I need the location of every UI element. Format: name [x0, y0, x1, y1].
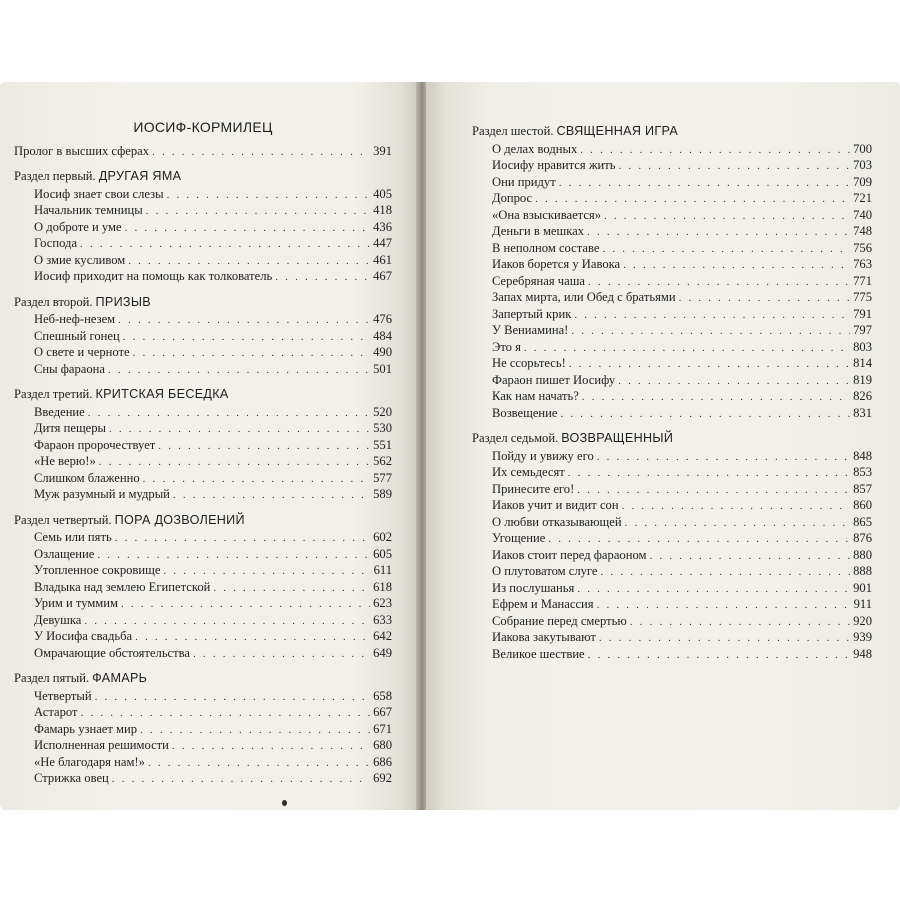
section-heading: [14, 295, 392, 311]
section-heading: [14, 671, 392, 687]
toc-entry: [492, 482, 872, 499]
dot-leader: [535, 192, 850, 208]
toc-section: [14, 671, 392, 788]
toc-entry-title: Они придут: [492, 174, 556, 189]
toc-entry: [492, 564, 872, 581]
section-heading: [14, 387, 392, 403]
toc-entry-page: 901: [853, 580, 872, 595]
book-spread: [0, 82, 900, 822]
toc-entry: [492, 465, 872, 482]
toc-entry-page: 391: [373, 143, 392, 158]
toc-entry-page: 860: [853, 498, 872, 512]
toc-entry-page: 948: [853, 646, 872, 661]
dot-leader: [602, 242, 850, 258]
toc-section: [14, 295, 392, 379]
toc-entry-title: У Вениамина!: [492, 323, 569, 337]
toc-entry-title: Угощение: [492, 531, 546, 545]
toc-entry-title: Озлащение: [34, 546, 95, 561]
dot-leader: [524, 341, 850, 357]
dot-leader: [574, 308, 850, 324]
toc-entry-title: Иаков борется у Иавока: [492, 257, 621, 271]
toc-entry-page: 671: [373, 721, 392, 736]
toc-entry-page: 831: [853, 405, 872, 420]
dot-leader: [588, 275, 850, 291]
section-heading: [14, 513, 392, 529]
dot-leader: [588, 648, 850, 664]
toc-entry-title: О плутоватом слуге: [492, 564, 598, 578]
toc-entry: [34, 629, 392, 646]
section-name: ДРУГАЯ ЯМА: [98, 169, 182, 183]
left-toc: [14, 120, 392, 788]
dot-leader: [115, 531, 370, 547]
dot-leader: [80, 237, 370, 253]
toc-section: [472, 124, 872, 422]
toc-entry-page: 605: [373, 546, 392, 561]
toc-entry: [34, 203, 392, 220]
toc-entry: [34, 421, 392, 438]
toc-entry: [492, 340, 872, 357]
toc-entry-title: Их семьдесят: [492, 465, 565, 479]
toc-section: [14, 513, 392, 663]
toc-entry: [492, 257, 872, 274]
dot-leader: [597, 450, 850, 466]
toc-entry-title: Сны фараона: [34, 361, 106, 376]
section-heading: [472, 124, 872, 140]
section-heading: [472, 431, 872, 447]
toc-entry-page: 501: [373, 361, 392, 376]
toc-entry-page: 484: [373, 328, 392, 343]
toc-entry-page: 562: [373, 454, 392, 468]
dot-leader: [548, 532, 850, 548]
toc-entry-page: 589: [373, 487, 392, 501]
section-name: ПРИЗЫВ: [95, 294, 151, 309]
toc-entry: [492, 389, 872, 406]
dot-leader: [193, 647, 370, 663]
toc-entry-title: Возвещение: [492, 405, 558, 420]
toc-section: [14, 169, 392, 286]
toc-entry-title: О делах водных: [492, 141, 578, 156]
section-name: СВЯЩЕННАЯ ИГРА: [556, 124, 679, 138]
toc-entry-page: 939: [853, 630, 872, 644]
toc-entry-title: Принесите его!: [492, 481, 575, 496]
toc-entry: [34, 269, 392, 286]
toc-entry-title: «Не верю!»: [34, 454, 96, 468]
toc-entry-title: Пролог в высших сферах: [14, 143, 150, 158]
section-label: Раздел пятый.: [14, 671, 90, 685]
toc-entry-page: 476: [373, 312, 392, 326]
toc-entry-page: 658: [373, 688, 392, 703]
toc-entry-title: Собрание перед смертью: [492, 613, 627, 628]
section-name: ВОЗВРАЩЕННЫЙ: [561, 431, 674, 445]
toc-entry-title: Допрос: [492, 191, 533, 205]
section-label: Раздел шестой.: [472, 124, 554, 138]
section-name: ФАМАРЬ: [92, 671, 148, 685]
toc-entry-page: 623: [373, 596, 392, 610]
toc-entry: [34, 722, 392, 739]
toc-entry: [34, 738, 392, 755]
toc-entry-title: О доброте и уме: [34, 219, 122, 234]
toc-entry-page: 602: [373, 530, 392, 544]
toc-entry-title: Не ссорьтесь!: [492, 356, 566, 370]
toc-entry-title: Иаков учит и видит сон: [492, 498, 619, 512]
toc-entry-page: 748: [853, 224, 872, 238]
toc-entry: [492, 290, 872, 307]
toc-entry: [34, 547, 392, 564]
toc-entry-title: У Иосифа свадьба: [34, 629, 133, 643]
dot-leader: [582, 390, 850, 406]
toc-entry: [492, 449, 872, 466]
dot-leader: [84, 614, 370, 630]
toc-entry: [34, 580, 392, 597]
dot-leader: [167, 188, 371, 204]
toc-entry-title: О свете и черноте: [34, 345, 130, 359]
toc-entry: [34, 438, 392, 455]
dot-leader: [108, 363, 370, 379]
dot-leader: [125, 221, 371, 237]
left-sections: [14, 169, 392, 788]
toc-entry-page: 876: [853, 531, 872, 545]
toc-entry-title: Слишком блаженно: [34, 470, 140, 485]
dot-leader: [109, 422, 370, 438]
toc-entry-title: Иаков стоит перед фараоном: [492, 547, 647, 562]
toc-entry-title: «Она взыскивается»: [492, 207, 601, 222]
dot-leader: [619, 159, 851, 175]
toc-entry: [492, 581, 872, 598]
dot-leader: [118, 313, 370, 329]
toc-entry: [34, 689, 392, 706]
dot-leader: [569, 357, 850, 373]
section-label: Раздел четвертый.: [14, 512, 112, 527]
toc-entry-page: 633: [373, 612, 392, 627]
dot-leader: [559, 176, 850, 192]
dot-leader: [625, 516, 851, 532]
toc-entry: [492, 241, 872, 258]
toc-entry-title: «Не благодаря нам!»: [34, 754, 145, 769]
dot-leader: [568, 466, 850, 482]
section-items: [14, 530, 392, 662]
toc-entry-title: Запертый крик: [492, 306, 572, 321]
dot-leader: [143, 472, 370, 488]
dot-leader: [135, 630, 370, 646]
toc-entry-page: 520: [373, 404, 392, 419]
right-page: [426, 82, 900, 810]
toc-entry-title: Неб-неф-незем: [34, 312, 116, 326]
toc-entry: [492, 614, 872, 631]
toc-entry-page: 911: [853, 597, 872, 611]
dot-leader: [587, 225, 850, 241]
section-name: КРИТСКАЯ БЕСЕДКА: [95, 387, 229, 401]
toc-entry-title: Стрижка овец: [34, 771, 109, 785]
toc-entry-title: Муж разумный и мудрый: [34, 487, 170, 501]
toc-entry-page: 436: [373, 219, 392, 234]
toc-entry-page: 740: [853, 207, 872, 222]
dot-leader: [148, 756, 370, 772]
toc-entry-title: Омрачающие обстоятельства: [34, 645, 191, 660]
dot-leader: [99, 455, 370, 471]
dot-leader: [97, 548, 370, 564]
dot-leader: [630, 615, 850, 631]
toc-entry-title: Урим и туммим: [34, 596, 118, 610]
toc-entry-title: Начальник темницы: [34, 203, 143, 217]
toc-entry-title: Пойду и увижу его: [492, 448, 594, 463]
toc-entry-title: О любви отказывающей: [492, 514, 622, 529]
section-heading: [14, 169, 392, 185]
toc-entry-title: Дитя пещеры: [34, 421, 106, 435]
toc-entry-title: Фараон пишет Иосифу: [492, 372, 616, 387]
toc-entry: [34, 345, 392, 362]
dot-leader: [158, 439, 370, 455]
toc-entry-page: 880: [853, 547, 872, 562]
dot-leader: [133, 346, 371, 362]
book-title: ИОСИФ-КОРМИЛЕЦ: [133, 119, 273, 135]
dot-leader: [622, 499, 851, 515]
toc-entry: [34, 329, 392, 346]
toc-entry-title: Астарот: [34, 705, 78, 719]
toc-entry-page: 819: [853, 372, 872, 387]
toc-entry: [492, 323, 872, 340]
dot-leader: [88, 406, 370, 422]
toc-entry-title: Исполненная решимости: [34, 738, 169, 752]
dot-leader: [561, 407, 851, 423]
toc-entry-title: Иакова закутывают: [492, 630, 596, 644]
toc-entry: [492, 406, 872, 423]
toc-entry-page: 814: [853, 356, 872, 370]
toc-entry-page: 642: [373, 629, 392, 643]
toc-entry-page: 680: [373, 738, 392, 752]
toc-entry-page: 577: [373, 470, 392, 485]
dot-leader: [163, 564, 370, 580]
toc-entry-page: 461: [373, 252, 392, 267]
toc-entry: [34, 454, 392, 471]
toc-entry: [34, 705, 392, 722]
toc-entry-title: Девушка: [34, 612, 82, 627]
toc-entry: [34, 646, 392, 663]
dot-leader: [649, 549, 850, 565]
toc-entry: [492, 647, 872, 664]
toc-entry-title: В неполном составе: [492, 240, 600, 255]
dot-leader: [172, 739, 370, 755]
dot-leader: [618, 374, 850, 390]
dot-leader: [121, 597, 370, 613]
toc-entry-title: Спешный гонец: [34, 328, 120, 343]
toc-entry-page: 797: [853, 323, 872, 337]
dot-leader: [577, 483, 850, 499]
toc-entry: [492, 158, 872, 175]
toc-entry-page: 848: [853, 448, 872, 463]
toc-entry: [492, 498, 872, 515]
toc-entry-title: Как нам начать?: [492, 389, 579, 403]
toc-entry-title: Это я: [492, 339, 521, 354]
toc-entry: [34, 253, 392, 270]
right-sections: [472, 124, 872, 663]
ink-mark: [282, 800, 287, 806]
toc-entry: [492, 307, 872, 324]
toc-entry-page: 667: [373, 705, 392, 719]
dot-leader: [213, 581, 370, 597]
dot-leader: [571, 324, 850, 340]
dot-leader: [599, 631, 850, 647]
toc-entry-title: Иосифу нравится жить: [492, 158, 616, 172]
toc-entry-page: 611: [373, 563, 392, 577]
toc-entry: [34, 755, 392, 772]
toc-entry-prolog: [14, 144, 392, 161]
toc-entry-page: 826: [853, 389, 872, 403]
toc-entry-page: 791: [853, 306, 872, 321]
toc-entry-title: Господа: [34, 236, 78, 250]
toc-entry-title: О змие кусливом: [34, 252, 126, 267]
toc-entry-page: 803: [853, 339, 872, 354]
toc-entry-title: Утопленное сокровище: [34, 563, 161, 577]
section-items: [14, 187, 392, 286]
toc-entry-title: Деньги в мешках: [492, 224, 585, 238]
toc-entry-page: 709: [853, 174, 872, 189]
toc-entry: [34, 220, 392, 237]
toc-entry: [34, 236, 392, 253]
toc-entry-page: 853: [853, 465, 872, 479]
toc-entry: [492, 224, 872, 241]
toc-entry: [492, 515, 872, 532]
toc-entry: [34, 362, 392, 379]
dot-leader: [81, 706, 371, 722]
section-items: [14, 312, 392, 378]
toc-entry-page: 551: [373, 437, 392, 452]
toc-entry-page: 857: [853, 481, 872, 496]
toc-entry-page: 865: [853, 514, 872, 529]
toc-entry-title: Ефрем и Манассия: [492, 597, 594, 611]
toc-section: [472, 431, 872, 663]
section-items: [472, 449, 872, 664]
section-items: [14, 405, 392, 504]
toc-entry: [492, 356, 872, 373]
toc-entry-page: 649: [373, 645, 392, 660]
dot-leader: [140, 723, 370, 739]
toc-entry-page: 763: [853, 257, 872, 271]
toc-entry-page: 490: [373, 345, 392, 359]
dot-leader: [623, 258, 850, 274]
toc-entry-page: 447: [373, 236, 392, 250]
dot-leader: [128, 254, 370, 270]
dot-leader: [95, 690, 371, 706]
dot-leader: [112, 772, 370, 788]
toc-entry: [492, 274, 872, 291]
toc-entry-page: 703: [853, 158, 872, 172]
section-label: Раздел первый.: [14, 169, 96, 183]
toc-entry: [492, 191, 872, 208]
toc-section: [14, 387, 392, 504]
toc-entry-title: Из послушанья: [492, 580, 575, 595]
toc-entry: [34, 312, 392, 329]
toc-entry-page: 418: [373, 203, 392, 217]
dot-leader: [580, 143, 850, 159]
toc-entry: [492, 175, 872, 192]
toc-entry-title: Семь или пять: [34, 530, 112, 544]
toc-entry: [34, 596, 392, 613]
toc-entry: [492, 208, 872, 225]
dot-leader: [123, 330, 370, 346]
toc-entry-page: 888: [853, 564, 872, 578]
toc-entry-title: Введение: [34, 404, 85, 419]
section-items: [472, 142, 872, 423]
toc-entry-page: 700: [853, 141, 872, 156]
dot-leader: [577, 582, 850, 598]
section-name: ПОРА ДОЗВОЛЕНИЙ: [114, 512, 245, 527]
toc-entry-page: 686: [373, 754, 392, 769]
toc-entry: [34, 471, 392, 488]
dot-leader: [173, 488, 370, 504]
right-toc: [472, 124, 872, 663]
toc-entry: [34, 405, 392, 422]
toc-entry-title: Владыка над землею Египетской: [34, 579, 211, 594]
toc-entry-page: 756: [853, 240, 872, 255]
section-label: Раздел седьмой.: [472, 431, 559, 445]
section-label: Раздел второй.: [14, 294, 93, 309]
toc-entry: [34, 530, 392, 547]
dot-leader: [152, 145, 370, 161]
toc-entry: [34, 487, 392, 504]
toc-entry-page: 721: [853, 191, 872, 205]
toc-entry-title: Запах мирта, или Обед с братьями: [492, 290, 676, 304]
toc-entry: [492, 142, 872, 159]
toc-entry-page: 530: [373, 421, 392, 435]
toc-entry: [492, 548, 872, 565]
toc-entry: [34, 771, 392, 788]
dot-leader: [601, 565, 851, 581]
toc-entry-title: Великое шествие: [492, 646, 585, 661]
toc-entry: [34, 563, 392, 580]
toc-entry-title: Иосиф знает свои слезы: [34, 186, 164, 201]
dot-leader: [679, 291, 851, 307]
toc-entry-title: Фамарь узнает мир: [34, 721, 138, 736]
toc-entry-page: 405: [373, 186, 392, 201]
toc-entry-page: 771: [853, 273, 872, 288]
toc-entry: [492, 531, 872, 548]
toc-entry-title: Иосиф приходит на помощь как толкователь: [34, 269, 273, 283]
left-page: [0, 82, 418, 810]
toc-entry-page: 692: [373, 771, 392, 785]
section-label: Раздел третий.: [14, 387, 93, 401]
dot-leader: [275, 270, 370, 286]
toc-entry: [492, 373, 872, 390]
toc-entry: [492, 597, 872, 614]
toc-entry-page: 467: [373, 269, 392, 283]
toc-entry-title: Серебряная чаша: [492, 273, 586, 288]
toc-entry-title: Четвертый: [34, 688, 92, 703]
toc-entry-page: 775: [853, 290, 872, 304]
dot-leader: [604, 209, 850, 225]
toc-entry: [34, 187, 392, 204]
toc-entry: [492, 630, 872, 647]
toc-entry-title: Фараон пророчествует: [34, 437, 156, 452]
dot-leader: [597, 598, 851, 614]
toc-entry: [34, 613, 392, 630]
toc-entry-page: 618: [373, 579, 392, 594]
dot-leader: [146, 204, 370, 220]
section-items: [14, 689, 392, 788]
toc-entry-page: 920: [853, 613, 872, 628]
